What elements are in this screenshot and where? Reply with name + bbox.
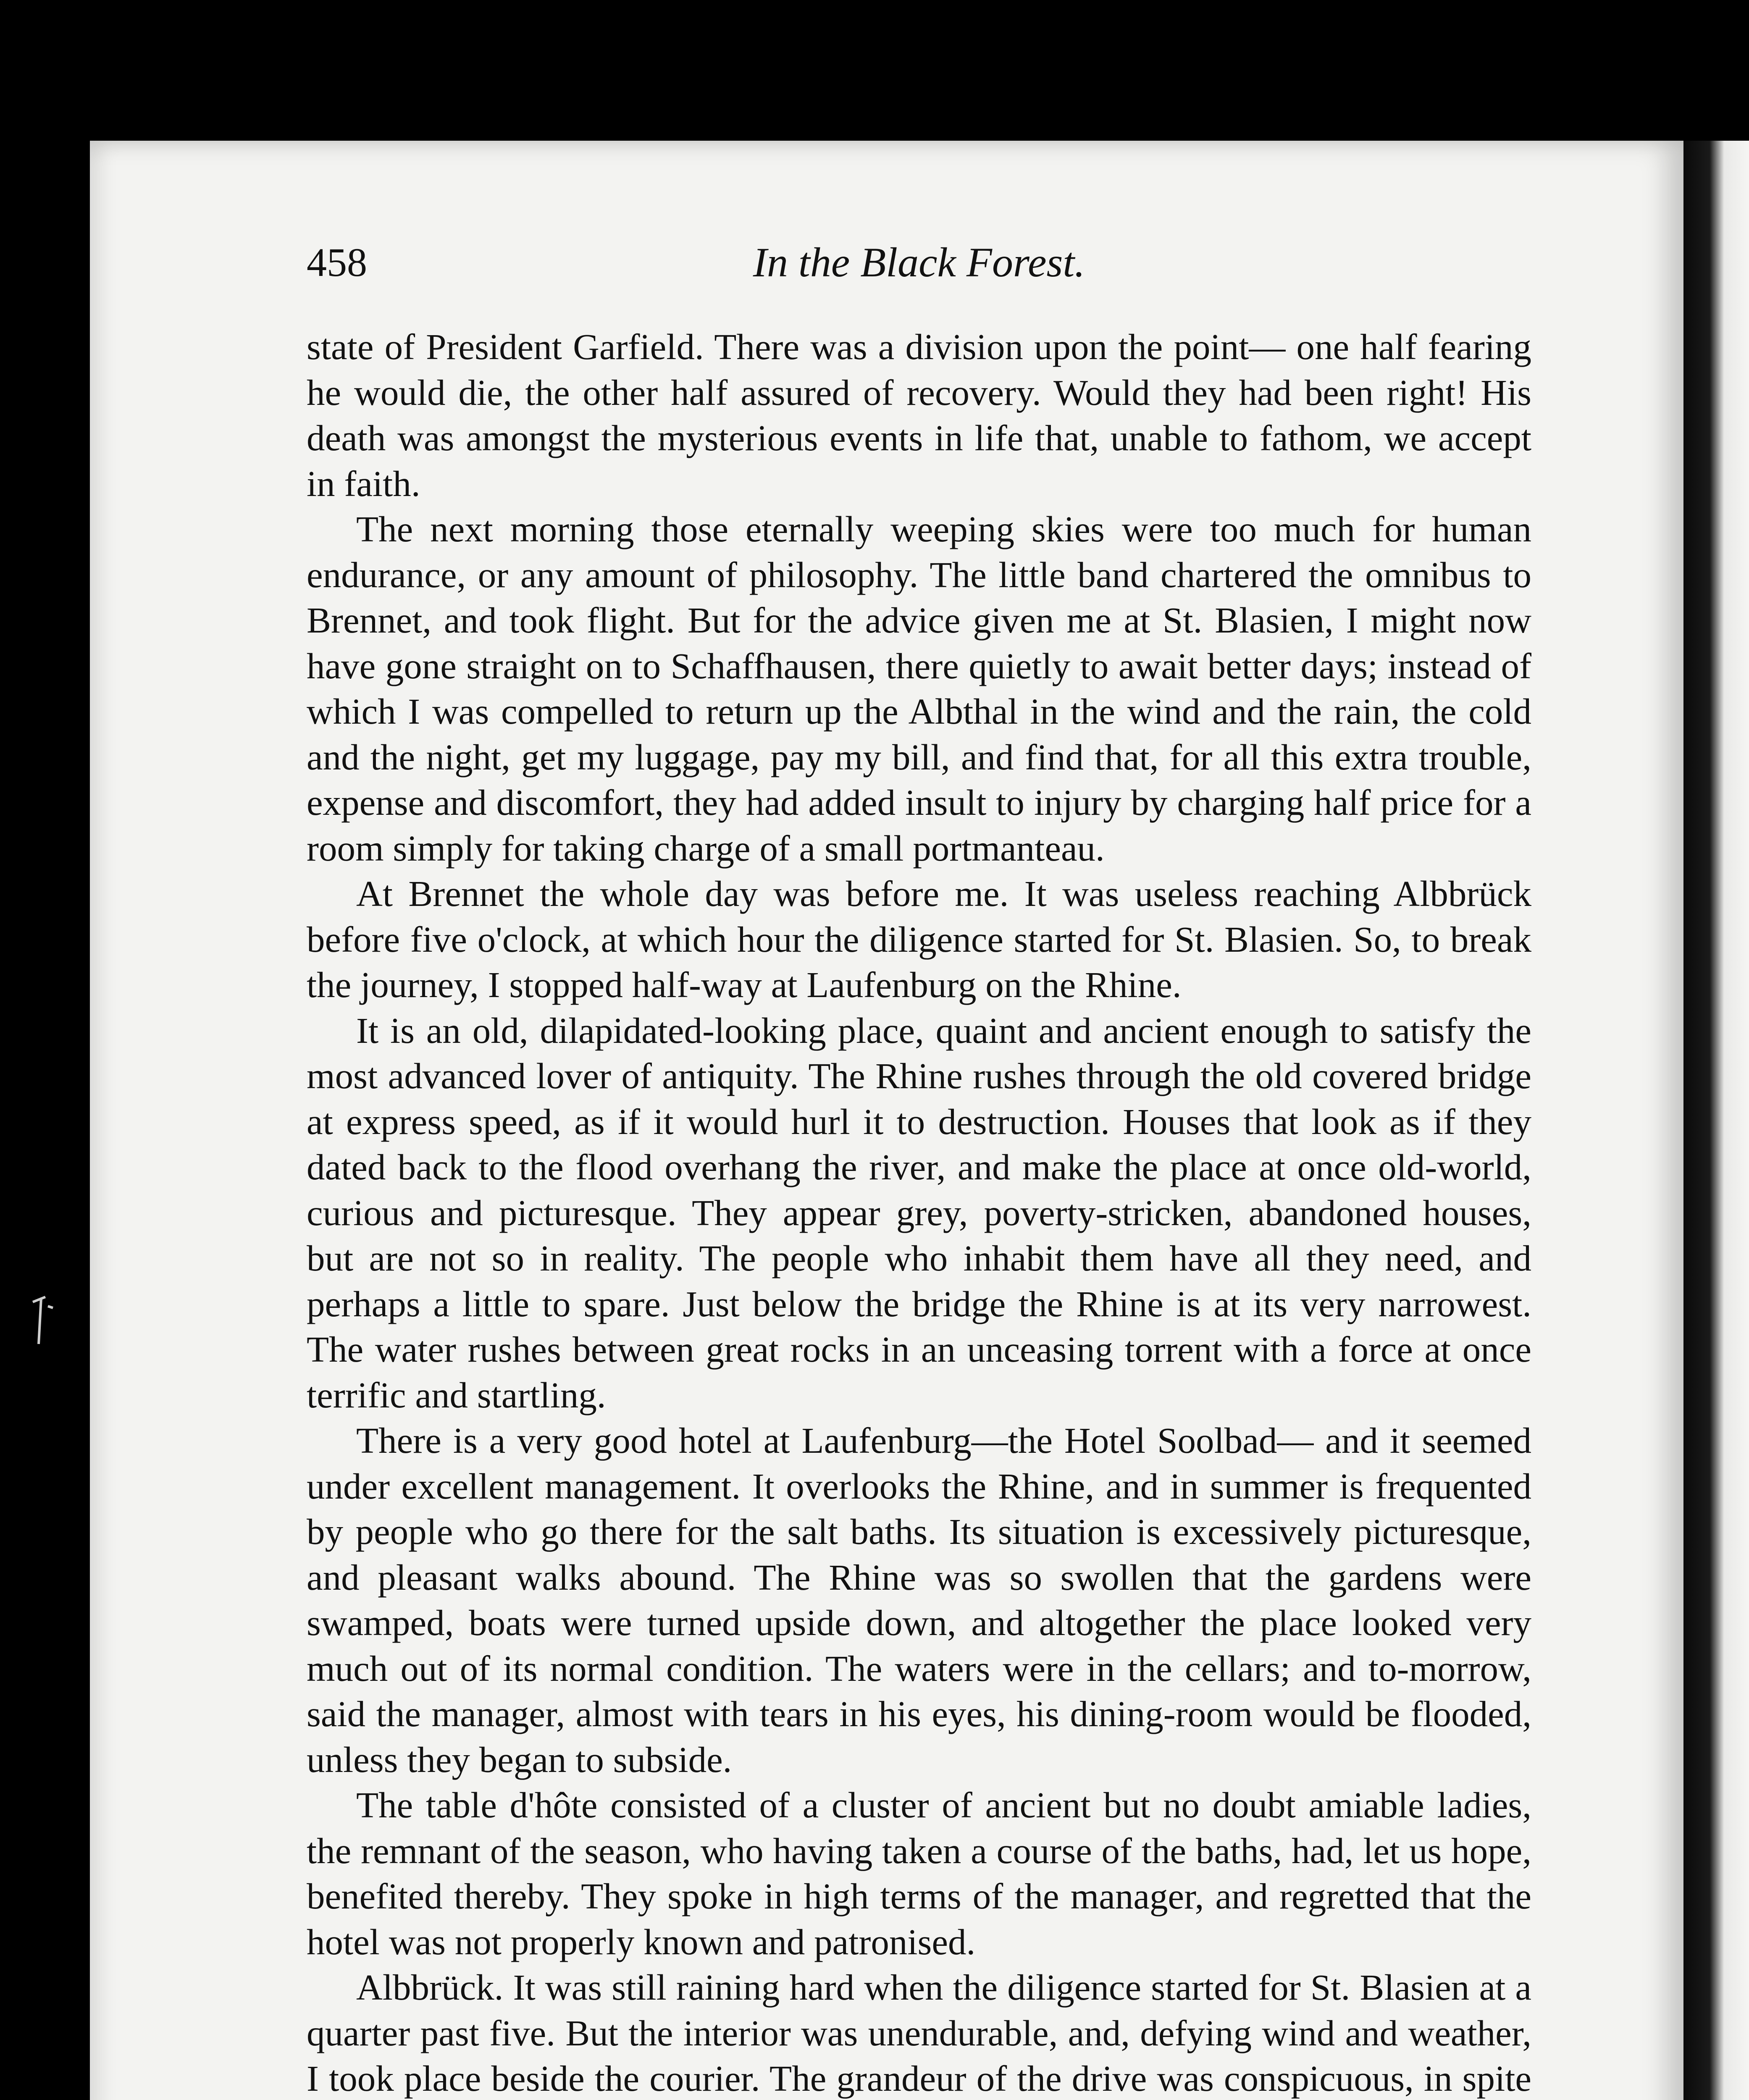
book-spine	[1683, 141, 1749, 2100]
paragraph: At Brennet the whole day was before me. It was useless reaching Albbrück before five o'clock, at which hour the diligence started for St. Blasien. So, to break the journey, I stopped half-way at Laufenburg on the Rhine.	[307, 873, 1531, 1005]
page-number: 458	[307, 240, 367, 285]
paragraph: There is a very good hotel at Laufenburg—the Hotel Soolbad— and it seemed under excellent management. It overlooks the Rhine, and in summer is frequented by people who go there for the salt baths. Its situation is excessively picturesque, and pleasant walks abound. The Rhine was so swollen that the gardens were swamped, boats were turned upside down, and altogether the place looked very much out of its normal condition. The waters were in the cellars; and to-morrow, said the manager, almost with tears in his eyes, his dining-room would be flooded, unless they began to subside.	[307, 1420, 1531, 1780]
paragraph: It is an old, dilapidated-looking place, quaint and ancient enough to satisfy the most advanced lover of antiquity. The Rhine rushes through the old covered bridge at express speed, as if it would hurl it to destruction. Houses that look as if they dated back to the flood overhang the river, and make the place at once old-world, curious and picturesque. They appear grey, poverty-stricken, abandoned houses, but are not so in reality. The people who inhabit them have all they need, and perhaps a little to spare. Just below the bridge the Rhine is at its very narrowest. The water rushes between great rocks in an unceasing torrent with a force at once terrific and startling.	[307, 1010, 1531, 1415]
page-header	[307, 233, 1531, 292]
paragraph: state of President Garfield. There was a division upon the point— one half fearing he would die, the other half assured of recovery. Would they had been right! His death was amongst the mysterious events in life that, unable to fathom, we accept in faith.	[307, 326, 1531, 504]
running-title: In the Black Forest.	[753, 239, 1085, 286]
margin-mark	[29, 1294, 58, 1352]
paragraph: Albbrück. It was still raining hard when the diligence started for St. Blasien at a quarter past five. But the interior was unendurable, and, defying wind and weather, I took place beside the courier. The grandeur of the drive was conspicuous, in spite	[307, 1967, 1531, 2099]
paragraph: The next morning those eternally weeping skies were too much for human endurance, or any amount of philosophy. The little band chartered the omnibus to Brennet, and took flight. But for the advice given me at St. Blasien, I might now have gone straight on to Schaffhausen, there quietly to await better days; instead of which I was compelled to return up the Albthal in the wind and the rain, the cold and the night, get my luggage, pay my bill, and find that, for all this extra trouble, expense and discomfort, they had added insult to injury by charging half price for a room simply for taking charge of a small portmanteau.	[307, 509, 1531, 869]
body-text	[307, 324, 1531, 2100]
paragraph: The table d'hôte consisted of a cluster of ancient but no doubt amiable ladies, the remnant of the season, who having taken a course of the baths, had, let us hope, benefited thereby. They spoke in high terms of the manager, and regretted that the hotel was not properly known and patronised.	[307, 1785, 1531, 1962]
